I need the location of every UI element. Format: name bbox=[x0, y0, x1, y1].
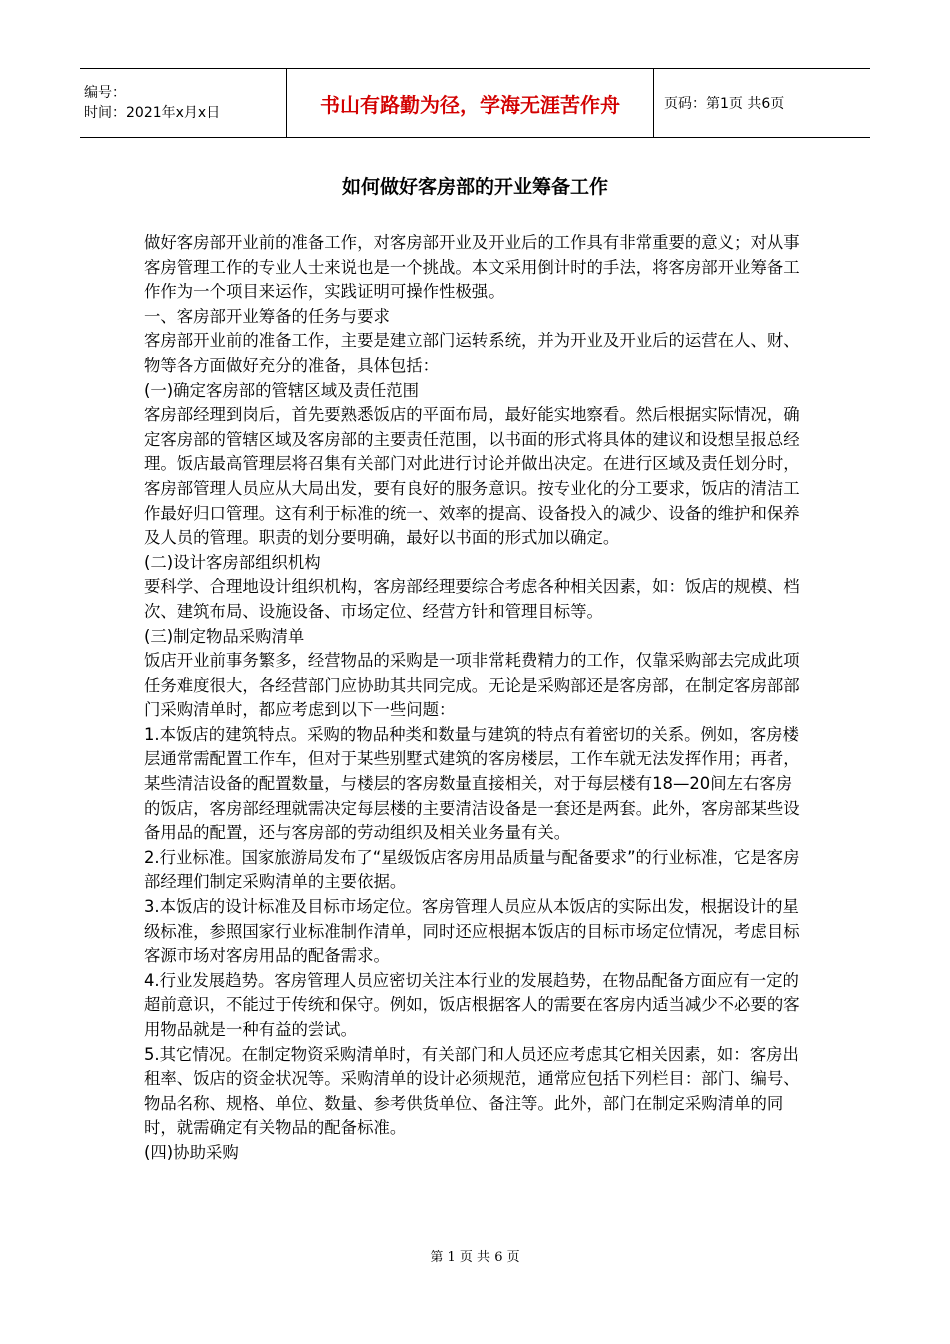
page-header bbox=[80, 68, 870, 138]
subsection-heading: (四)协助采购 bbox=[144, 1142, 239, 1162]
paragraph: 客房部经理到岗后，首先要熟悉饭店的平面布局，最好能实地察看。然后根据实际情况，确定客房部的管辖区域及客房部的主要责任范围，以书面的形式将具体的建议和设想呈报总经理。饭店最高管理层将召集有关部门对此进行讨论并做出决定。在进行区域及责任划分时，客房部管理人员应从大局出发，要有良好的服务意识。按专业化的分工要求，饭店的清洁工作最好归口管理。这有利于标准的统一、效率的提高、设备投入的减少、设备的维护和保养及人员的管理。职责的划分要明确，最好以书面的形式加以确定。 bbox=[144, 405, 800, 548]
paragraph: 要科学、合理地设计组织机构，客房部经理要综合考虑各种相关因素，如：饭店的规模、档次、建筑布局、设施设备、市场定位、经营方针和管理目标等。 bbox=[144, 577, 800, 621]
list-item: 4.行业发展趋势。客房管理人员应密切关注本行业的发展趋势，在物品配备方面应有一定的超前意识，不能过于传统和保守。例如，饭店根据客人的需要在客房内适当减少不必要的客用物品就是一种有益的尝试。 bbox=[144, 970, 800, 1039]
page-footer: 第 1 页 共 6 页 bbox=[430, 1250, 520, 1265]
subsection-heading: (一)确定客房部的管辖区域及责任范围 bbox=[144, 380, 420, 400]
date-label: 时间：2021年x月x日 bbox=[84, 105, 221, 121]
header-motto bbox=[286, 69, 654, 137]
number-label: 编号： bbox=[84, 85, 126, 101]
list-item: 3.本饭店的设计标准及目标市场定位。客房管理人员应从本饭店的实际出发，根据设计的星级标准，参照国家行业标准制作清单，同时还应根据本饭店的目标市场定位情况，考虑目标客源市场对客房用品的配备需求。 bbox=[144, 897, 800, 966]
list-item: 2.行业标准。国家旅游局发布了“星级饭店客房用品质量与配备要求”的行业标准，它是客房部经理们制定采购清单的主要依据。 bbox=[144, 847, 800, 892]
document-title: 如何做好客房部的开业筹备工作 bbox=[341, 176, 608, 198]
subsection-heading: (三)制定物品采购清单 bbox=[144, 626, 305, 646]
list-item: 5.其它情况。在制定物资采购清单时，有关部门和人员还应考虑其它相关因素，如：客房出租率、饭店的资金状况等。采购清单的设计必须规范，通常应包括下列栏目：部门、编号、物品名称、规格、单位、数量、参考供货单位、备注等。此外，部门在制定采购清单的同时，就需确定有关物品的配备标准。 bbox=[144, 1044, 800, 1138]
document-body bbox=[144, 231, 806, 1166]
header-meta bbox=[80, 69, 286, 137]
page-info-text: 页码：第1页 共6页 bbox=[664, 96, 785, 112]
list-item: 1.本饭店的建筑特点。采购的物品种类和数量与建筑的特点有着密切的关系。例如，客房楼层通常需配置工作车，但对于某些别墅式建筑的客房楼层，工作车就无法发挥作用；再者，某些清洁设备的配置数量，与楼层的客房数量直接相关，对于每层楼有18—20间左右客房的饭店，客房部经理就需决定每层楼的主要清洁设备是一套还是两套。此外，客房部某些设备用品的配置，还与客房部的劳动组织及相关业务量有关。 bbox=[144, 724, 800, 843]
motto-text: 书山有路勤为径，学海无涯苦作舟 bbox=[320, 92, 620, 117]
paragraph: 做好客房部开业前的准备工作，对客房部开业及开业后的工作具有非常重要的意义；对从事客房管理工作的专业人士来说也是一个挑战。本文采用倒计时的手法，将客房部开业筹备工作作为一个项目来运作，实践证明可操作性极强。 bbox=[144, 233, 800, 302]
section-heading: 一、客房部开业筹备的任务与要求 bbox=[144, 306, 390, 326]
paragraph: 客房部开业前的准备工作，主要是建立部门运转系统，并为开业及开业后的运营在人、财、物等各方面做好充分的准备，具体包括： bbox=[144, 331, 800, 375]
subsection-heading: (二)设计客房部组织机构 bbox=[144, 552, 321, 572]
header-page-info bbox=[654, 69, 870, 137]
paragraph: 饭店开业前事务繁多，经营物品的采购是一项非常耗费精力的工作，仅靠采购部去完成此项任务难度很大，各经营部门应协助其共同完成。无论是采购部还是客房部，在制定客房部部门采购清单时，都应考虑到以下一些问题： bbox=[144, 651, 800, 720]
